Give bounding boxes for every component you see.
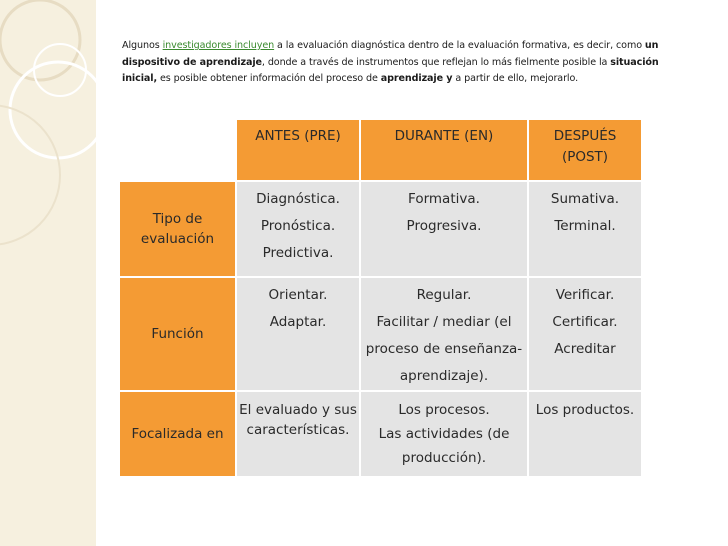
- header-despues: DESPUÉS (POST): [528, 119, 642, 181]
- evaluation-table: [118, 118, 643, 478]
- header-row: [119, 119, 642, 181]
- table-row: [119, 181, 642, 277]
- row-label-focalizada: Focalizada en: [119, 391, 236, 477]
- text-span: a partir de ello, mejorarlo.: [452, 73, 579, 84]
- text-span: es posible obtener información del proceso de: [157, 73, 381, 84]
- empty-corner: [119, 119, 236, 181]
- deco-circle: [34, 44, 86, 96]
- table-row: [119, 391, 642, 477]
- cell-tipo-durante: Formativa. Progresiva.: [360, 181, 528, 277]
- cell-funcion-durante: Regular. Facilitar / mediar (el proceso de enseñanza- aprendizaje).: [360, 277, 528, 391]
- bold-span: aprendizaje y: [380, 73, 453, 84]
- row-label-funcion: Función: [119, 277, 236, 391]
- sidebar-band: [0, 0, 96, 546]
- cell-focalizada-antes: El evaluado y sus características.: [236, 391, 360, 477]
- cell-focalizada-durante: Los procesos. Las actividades (de producción).: [360, 391, 528, 477]
- cell-funcion-antes: Orientar. Adaptar.: [236, 277, 360, 391]
- text-span: a la evaluación diagnóstica dentro de la evaluación formativa, es decir, como: [274, 40, 645, 51]
- row-label-tipo: Tipo de evaluación: [119, 181, 236, 277]
- header-durante: DURANTE (EN): [360, 119, 528, 181]
- cell-funcion-despues: Verificar. Certificar. Acreditar: [528, 277, 642, 391]
- header-antes: ANTES (PRE): [236, 119, 360, 181]
- bold-span: situación inicial,: [122, 56, 659, 84]
- intro-paragraph: [122, 38, 684, 88]
- text-span: Algunos: [122, 40, 163, 51]
- table-row: [119, 277, 642, 391]
- text-span: , donde a través de instrumentos que reflejan lo más fielmente posible la: [261, 56, 611, 68]
- deco-circle: [0, 0, 80, 80]
- investigadores-link[interactable]: investigadores incluyen: [162, 40, 275, 51]
- bold-span: un dispositivo de aprendizaje: [122, 40, 659, 68]
- cell-tipo-antes: Diagnóstica. Pronóstica. Predictiva.: [236, 181, 360, 277]
- cell-focalizada-despues: Los productos.: [528, 391, 642, 477]
- cell-tipo-despues: Sumativa. Terminal.: [528, 181, 642, 277]
- deco-circle: [0, 105, 60, 245]
- deco-circle: [10, 62, 106, 158]
